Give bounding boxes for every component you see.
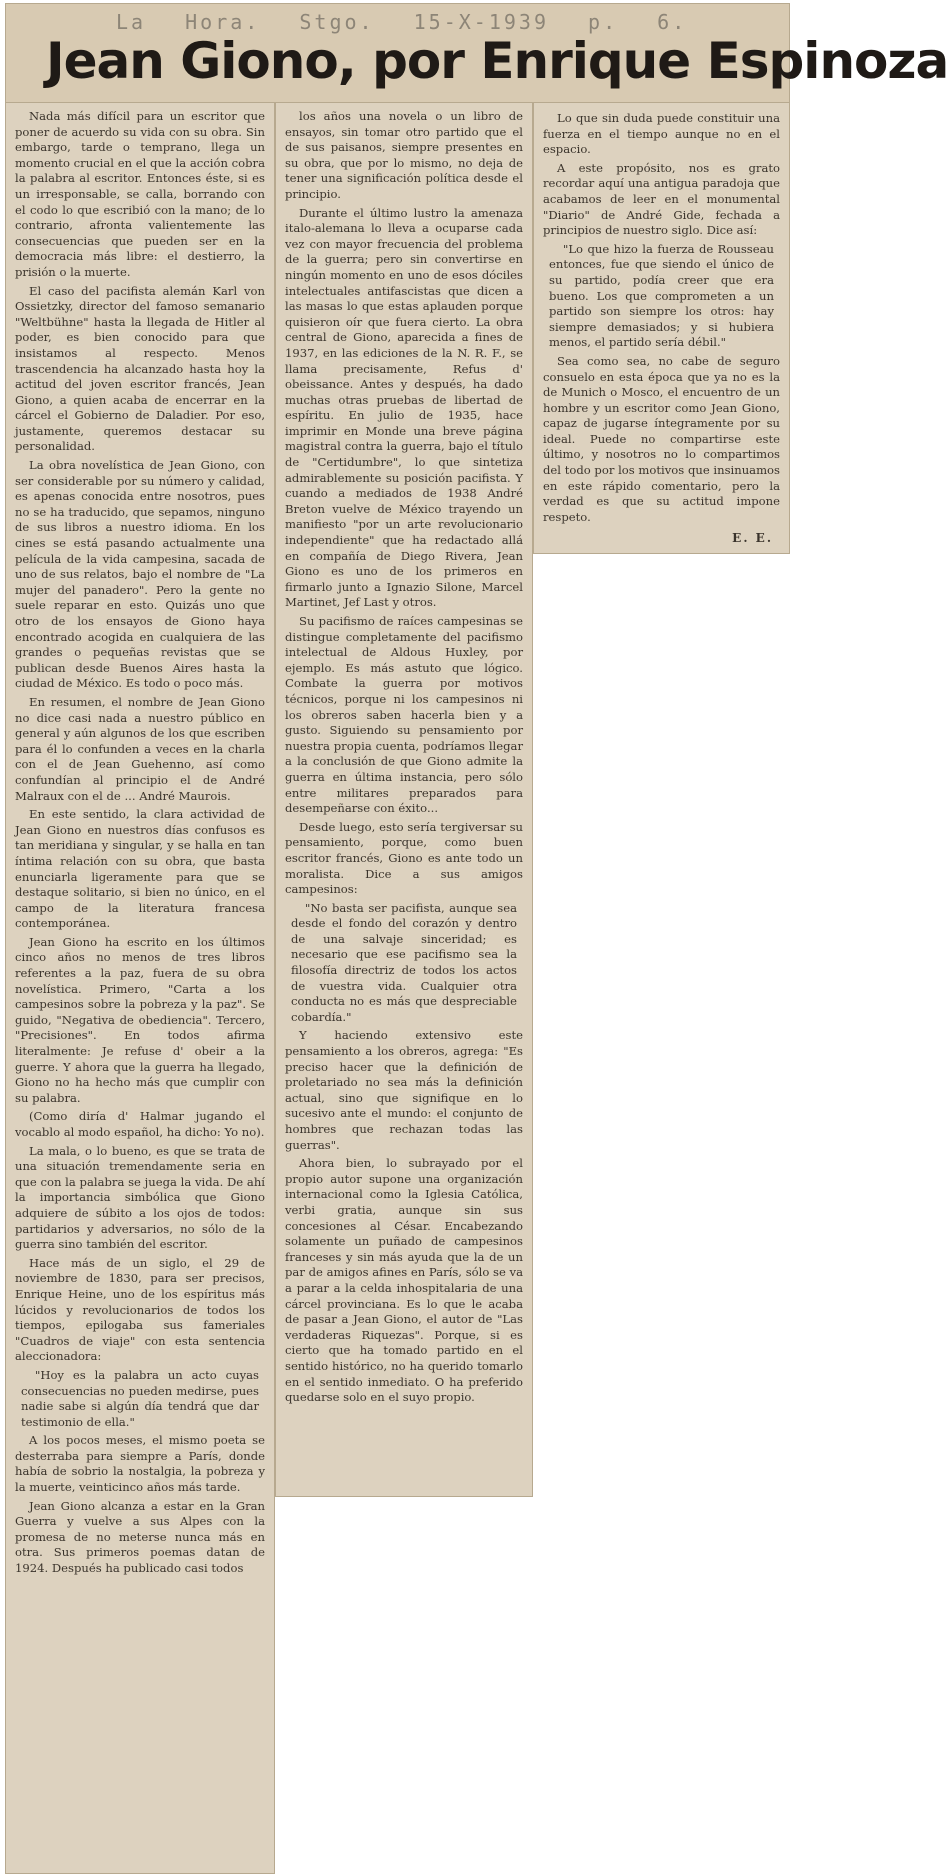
handwritten-annotation: La Hora. Stgo. 15-X-1939 p. 6. <box>116 10 688 34</box>
column-2-text <box>285 109 523 1409</box>
paragraph: Nada más difícil para un escritor que poner de acuerdo su vida con su obra. Sin embargo, tarde o temprano, llega un momento crucial en el que la acción cobra la palabra al escritor. Entonces éste, si es un irresponsable, se calla, borrando con el codo lo que escribió con la mano; de lo contrario, afronta valientemente las consecuencias que pueden ser en la democracia más libre: el destierro, la prisión o la muerte. <box>15 109 265 279</box>
headline: Jean Giono, por Enrique Espinoza <box>46 32 948 90</box>
paragraph: En resumen, el nombre de Jean Giono no dice casi nada a nuestro público en general y aún algunos de los que escriben para él lo confunden a veces en la charla con el de Jean Guehenno, así como confundían al principio el de André Malraux con el de ... André Maurois. <box>15 694 265 803</box>
paragraph: Y haciendo extensivo este pensamiento a los obreros, agrega: "Es preciso hacer que la definición de proletariado no sea más la definición actual, sino que signifique en lo sucesivo ante el mundo: el conjunto de hombres que rechazan todas las guerras". <box>285 1028 523 1152</box>
paragraph: Jean Giono ha escrito en los últimos cinco años no menos de tres libros referentes a la paz, fuera de su obra novelística. Primero, "Carta a los campesinos sobre la pobreza y la paz". Se guido, "Negativa de obediencia". Tercero, "Precisiones". En todos afirma literalmente: Je refuse d' obeir a la guerre. Y ahora que la guerra ha llegado, Giono no ha hecho más que cumplir con su palabra. <box>15 934 265 1105</box>
clipping-header <box>5 3 948 105</box>
column-2 <box>275 102 533 1497</box>
column-3 <box>533 102 790 554</box>
column-3-text <box>543 111 780 528</box>
paragraph: En este sentido, la clara actividad de Jean Giono en nuestros días confusos es tan meridiana y singular, y se halla en tan íntima relación con su obra, que basta enunciarla ligeramente para que se destaque solitario, si bien no único, en el campo de la literatura francesa contemporánea. <box>15 807 265 931</box>
paragraph: Su pacifismo de raíces campesinas se distingue completamente del pacifismo intelectual de Aldous Huxley, por ejemplo. Es más astuto que lógico. Combate la guerra por motivos técnicos, porque ni los campesinos ni los obreros saben hacerla bien y a gusto. Siguiendo su pensamiento por nuestra propia cuenta, podríamos llegar a la conclusión de que Giono admite la guerra en última instancia, pero sólo entre militares preparados para desempeñarse con éxito... <box>285 614 523 816</box>
paragraph: Ahora bien, lo subrayado por el propio autor supone una organización internacional como la Iglesia Católica, verbi gratia, aunque sin sus concesiones al César. Encabezando solamente un puñado de campesinos franceses y sin más ayuda que la de un par de amigos afines en París, sólo se va a parar a la celda inhospitalaria de una cárcel provinciana. Es lo que le acaba de pasar a Jean Giono, el autor de "Las verdaderas Riquezas". Porque, si es cierto que ha tomado partido en el sentido histórico, no ha querido tomarlo en el sentido inmediato. O ha preferido quedarse solo en el suyo propio. <box>285 1156 523 1405</box>
column-1-text <box>15 109 265 1580</box>
column-1 <box>5 102 275 1874</box>
paragraph: A los pocos meses, el mismo poeta se desterraba para siempre a París, donde había de sobrio la nostalgia, la pobreza y la muerte, veinticinco años más tarde. <box>15 1433 265 1495</box>
paragraph: La obra novelística de Jean Giono, con ser considerable por su número y calidad, es apenas conocida entre nosotros, pues no se ha traducido, que sepamos, ninguno de sus libros a nuestro idioma. En los cines se está pasando actualmente una película de la vida campesina, sacada de uno de sus relatos, bajo el nombre de "La mujer del panadero". Pero la gente no suele reparar en esto. Quizás uno que otro de los ensayos de Giono haya encontrado acogida en cualquiera de las grandes o pequeñas revistas que se publican desde Buenos Aires hasta la ciudad de México. Es todo o poco más. <box>15 458 265 691</box>
paragraph: Lo que sin duda puede constituir una fuerza en el tiempo aunque no en el espacio. <box>543 111 780 157</box>
paragraph: El caso del pacifista alemán Karl von Ossietzky, director del famoso semanario "Weltbühne" hasta la llegada de Hitler al poder, es bien conocido para que insistamos al respecto. Menos trascendencia ha alcanzado hasta hoy la actitud del joven escritor francés, Jean Giono, a quien acaba de encerrar en la cárcel el Gobierno de Daladier. Por eso, justamente, queremos destacar su personalidad. <box>15 283 265 454</box>
paragraph: Desde luego, esto sería tergiversar su pensamiento, porque, como buen escritor francés, Giono es ante todo un moralista. Dice a sus amigos campesinos: <box>285 819 523 897</box>
quote-paragraph: "No basta ser pacifista, aunque sea desde el fondo del corazón y dentro de una salvaje sinceridad; es necesario que ese pacifismo sea la filosofía directriz de todos los actos de vuestra vida. Cualquier otra conducta no es más que despreciable cobardía." <box>291 900 517 1024</box>
paragraph: Hace más de un siglo, el 29 de noviembre de 1830, para ser precisos, Enrique Heine, uno de los espíritus más lúcidos y revolucionarios de todos los tiempos, epilogaba sus fameriales "Cuadros de viaje" con esta sentencia aleccionadora: <box>15 1255 265 1364</box>
paragraph: los años una novela o un libro de ensayos, sin tomar otro partido que el de sus paisanos, siempre presentes en su obra, que por lo mismo, no deja de tener una significación política desde el principio. <box>285 109 523 201</box>
author-signature: E. E. <box>732 531 773 545</box>
quote-paragraph: "Hoy es la palabra un acto cuyas consecuencias no pueden medirse, pues nadie sabe si algún día tendrá que dar testimonio de ella." <box>21 1367 259 1429</box>
paragraph: Jean Giono alcanza a estar en la Gran Guerra y vuelve a sus Alpes con la promesa de no meterse nunca más en otra. Sus primeros poemas datan de 1924. Después ha publicado casi todos <box>15 1498 265 1576</box>
quote-paragraph: "Lo que hizo la fuerza de Rousseau entonces, fue que siendo el único de su partido, podía creer que era bueno. Los que comprometen a un partido son siempre los otros: hay siempre demasiados; y si hubiera menos, el partido sería débil." <box>549 241 774 350</box>
paragraph: (Como diría d' Halmar jugando el vocablo al modo español, ha dicho: Yo no). <box>15 1109 265 1139</box>
paragraph: A este propósito, nos es grato recordar aquí una antigua paradoja que acabamos de leer en el monumental "Diario" de André Gide, fechada a principios de nuestro siglo. Dice así: <box>543 160 780 238</box>
paragraph: La mala, o lo bueno, es que se trata de una situación tremendamente seria en que con la palabra se juega la vida. De ahí la importancia simbólica que Giono adquiere de súbito a los ojos de todos: partidarios y adversarios, no sólo de la guerra sino también del escritor. <box>15 1143 265 1252</box>
paragraph: Durante el último lustro la amenaza italo-alemana lo lleva a ocuparse cada vez con mayor frecuencia del problema de la guerra; pero sin convertirse en ningún momento en uno de esos dóciles intelectuales antifascistas que dicen a las masas lo que estas aplauden porque quisieron oír que fuera cierto. La obra central de Giono, aparecida a fines de 1937, en las ediciones de la N. R. F., se llama precisamente, Refus d' obeissance. Antes y después, ha dado muchas otras pruebas de libertad de espíritu. En julio de 1935, hace imprimir en Monde una breve página magistral contra la guerra, bajo el título de "Certidumbre", lo que sintetiza admirablemente su posición pacifista. Y cuando a mediados de 1938 André Breton vuelve de México trayendo un manifiesto "por un arte revolucionario independiente" que ha redactado allá en compañía de Diego Rivera, Jean Giono es uno de los primeros en firmarlo junto a Ignazio Silone, Marcel Martinet, Jef Last y otros. <box>285 205 523 610</box>
paragraph: Sea como sea, no cabe de seguro consuelo en esta época que ya no es la de Munich o Mosco, el encuentro de un hombre y un escritor como Jean Giono, capaz de jugarse íntegramente por su ideal. Puede no compartirse este último, y nosotros no lo compartimos del todo por los motivos que insinuamos en este rápido comentario, pero la verdad es que su actitud impone respeto. <box>543 353 780 524</box>
